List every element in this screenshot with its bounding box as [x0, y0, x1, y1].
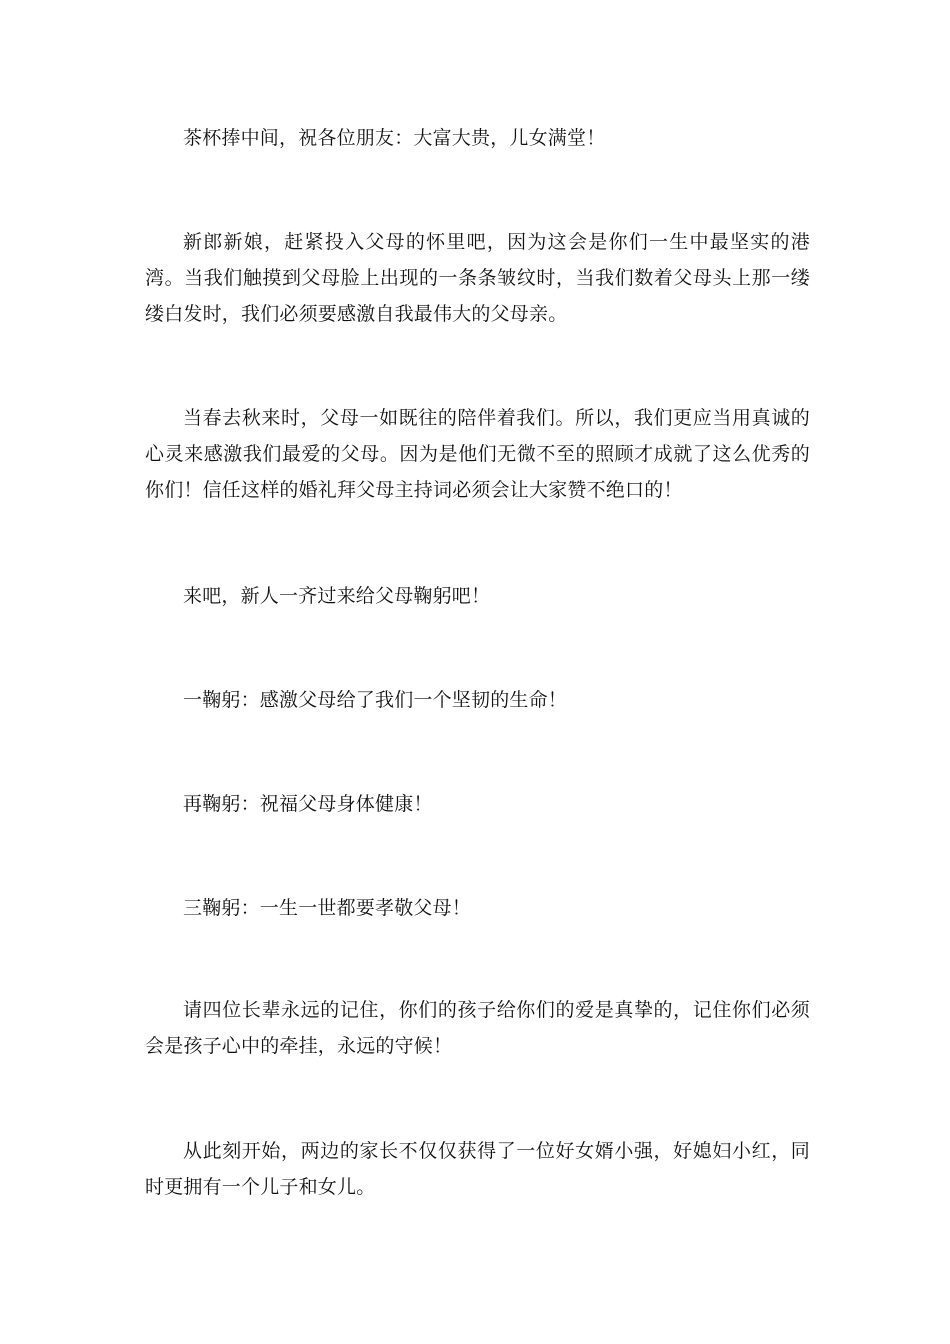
paragraph-gratitude: 当春去秋来时，父母一如既往的陪伴着我们。所以，我们更应当用真诚的心灵来感激我们最爱的父母。因为是他们无微不至的照顾才成就了这么优秀的你们！信任这样的婚礼拜父母主持词必须会让大家赞不绝口的！ — [145, 407, 810, 501]
paragraph-first-bow: 一鞠躬：感激父母给了我们一个坚韧的生命！ — [183, 689, 568, 711]
paragraph-second-bow: 再鞠躬：祝福父母身体健康！ — [183, 793, 433, 815]
paragraph-elders-remember: 请四位长辈永远的记住，你们的孩子给你们的爱是真挚的，记住你们必须会是孩子心中的牵挂，永远的守候！ — [145, 999, 810, 1057]
paragraph-embrace-parents: 新郎新娘，赶紧投入父母的怀里吧，因为这会是你们一生中最坚实的港湾。当我们触摸到父母脸上出现的一条条皱纹时，当我们数着父母头上那一缕缕白发时，我们必须要感激自我最伟大的父母亲。 — [145, 231, 810, 325]
paragraph-new-family: 从此刻开始，两边的家长不仅仅获得了一位好女婿小强，好媳妇小红，同时更拥有一个儿子和女儿。 — [145, 1140, 810, 1198]
paragraph-bow-invite: 来吧，新人一齐过来给父母鞠躬吧！ — [183, 585, 491, 607]
paragraph-toast: 茶杯捧中间，祝各位朋友：大富大贵，儿女满堂！ — [183, 127, 606, 149]
paragraph-third-bow: 三鞠躬：一生一世都要孝敬父母！ — [183, 897, 472, 919]
